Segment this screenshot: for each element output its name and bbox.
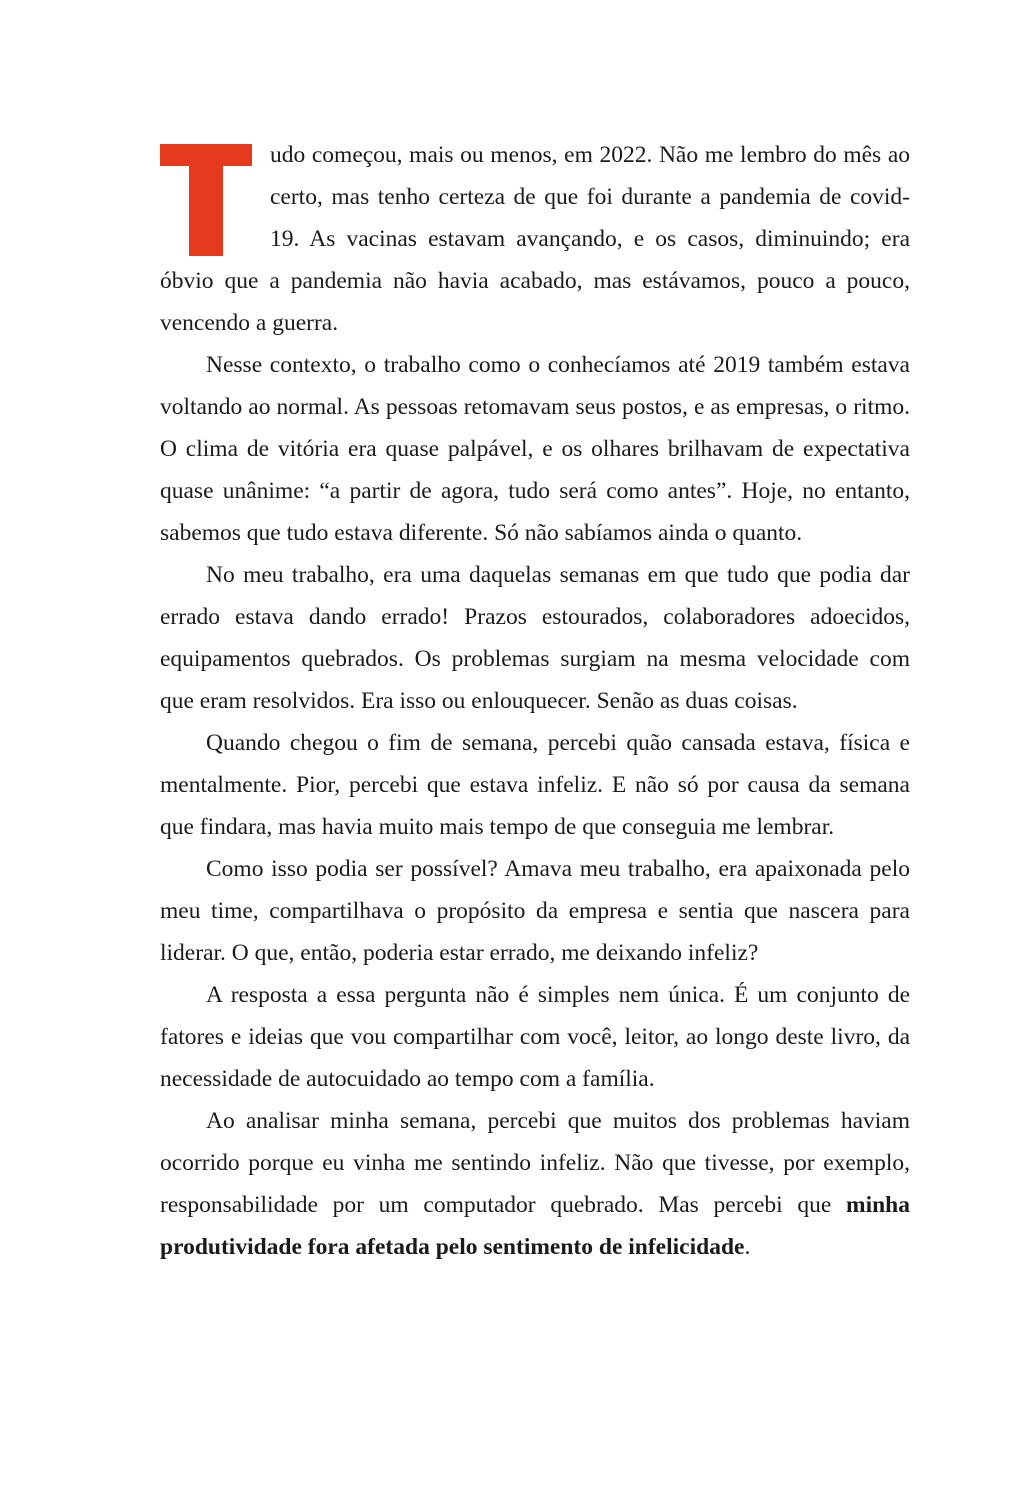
- paragraph-3: No meu trabalho, era uma daquelas semanas em que tudo que podia dar errado estava dando errado! Prazos estourados, colaboradores adoecidos, equipamentos quebrados. Os problemas surgiam na mesma velocidade com que eram resolvidos. Era isso ou enlouquecer. Senão as duas coisas.: [160, 562, 910, 714]
- drop-cap: [160, 144, 252, 256]
- paragraph-1: [160, 134, 910, 344]
- paragraph-7-end: .: [744, 1234, 751, 1260]
- paragraph-1-text: udo começou, mais ou menos, em 2022. Não me lembro do mês ao certo, mas tenho certeza de que foi durante a pandemia de covid-19. As vacinas estavam avançando, e os casos, diminuindo; era óbvio que a pandemia não havia acabado, mas estávamos, pouco a pouco, vencendo a guerra.: [160, 142, 910, 336]
- book-page: [160, 134, 910, 1268]
- drop-cap-stem: [189, 144, 223, 256]
- bold-emphasis: minha produtividade fora afetada pelo sentimento de infelicidade: [160, 1192, 910, 1260]
- paragraph-7: [160, 1100, 910, 1268]
- paragraph-7-text: Ao analisar minha semana, percebi que muitos dos problemas haviam ocorrido porque eu vinha me sentindo infeliz. Não que tivesse, por exemplo, responsabilidade por um computador quebrado. Mas percebi que: [160, 1108, 910, 1218]
- paragraph-6: A resposta a essa pergunta não é simples nem única. É um conjunto de fatores e ideias que vou compartilhar com você, leitor, ao longo deste livro, da necessidade de autocuidado ao tempo com a família.: [160, 982, 910, 1092]
- paragraph-2: Nesse contexto, o trabalho como o conhecíamos até 2019 também estava voltando ao normal. As pessoas retomavam seus postos, e as empresas, o ritmo. O clima de vitória era quase palpável, e os olhares brilhavam de expectativa quase unânime: “a partir de agora, tudo será como antes”. Hoje, no entanto, sabemos que tudo estava diferente. Só não sabíamos ainda o quanto.: [160, 352, 910, 546]
- paragraph-5: Como isso podia ser possível? Amava meu trabalho, era apaixonada pelo meu time, compartilhava o propósito da empresa e sentia que nascera para liderar. O que, então, poderia estar errado, me deixando infeliz?: [160, 856, 910, 966]
- paragraph-4: Quando chegou o fim de semana, percebi quão cansada estava, física e mentalmente. Pior, percebi que estava infeliz. E não só por causa da semana que findara, mas havia muito mais tempo de que conseguia me lembrar.: [160, 730, 910, 840]
